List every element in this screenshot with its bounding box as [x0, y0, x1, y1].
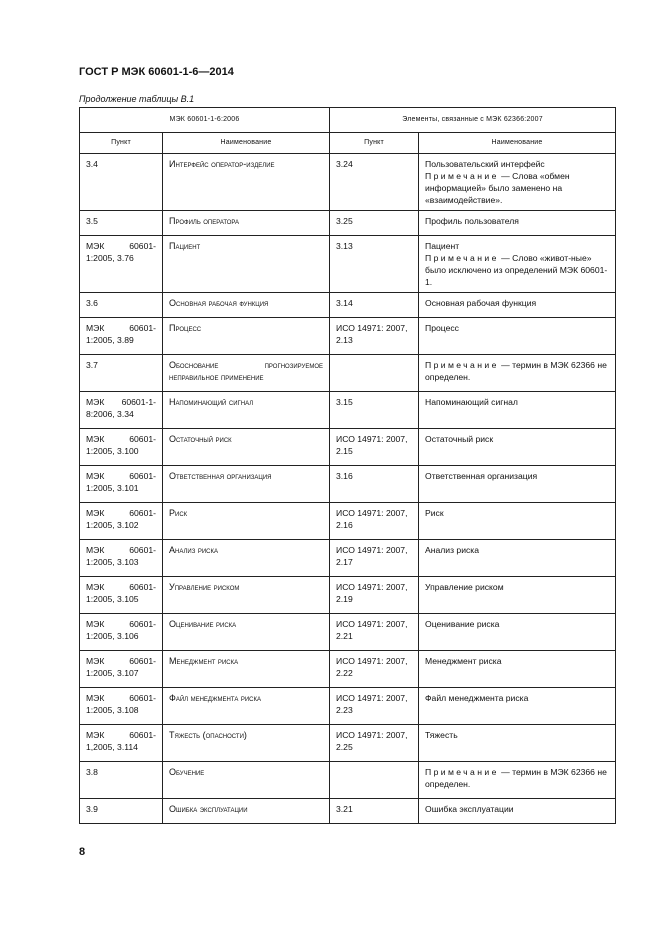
left-name-cell: Ошибка эксплуатации [163, 799, 330, 824]
note-text [425, 252, 609, 288]
group-header-left: МЭК 60601-1-6:2006 [80, 108, 330, 133]
column-header-name: Наименование [419, 133, 616, 154]
terms-table [79, 107, 616, 824]
note-body: — Слова «обмен информацией» было заменено на «взаимодействие». [425, 171, 570, 205]
right-item-cell: 3.24 [330, 154, 419, 211]
table-row [80, 293, 616, 318]
table-caption: Продолжение таблицы В.1 [79, 94, 195, 104]
left-item-cell: 3.7 [80, 355, 163, 392]
right-term-text: Пользовательский интерфейс [425, 159, 545, 169]
right-term-text: Профиль пользователя [425, 216, 519, 226]
right-name-cell [419, 503, 616, 540]
right-term-text: Основная рабочая функция [425, 298, 537, 308]
left-item-cell: МЭК 60601-1:2005, 3.106 [80, 614, 163, 651]
page-number: 8 [79, 846, 86, 858]
table-row [80, 540, 616, 577]
right-term-text: Файл менеджмента риска [425, 693, 529, 703]
table-row [80, 429, 616, 466]
right-item-cell: ИСО 14971: 2007, 2.22 [330, 651, 419, 688]
right-term-text: Оценивание риска [425, 619, 500, 629]
column-header-item: Пункт [80, 133, 163, 154]
right-term-text: Напоминающий сигнал [425, 397, 518, 407]
note-text [425, 359, 609, 383]
column-header-item: Пункт [330, 133, 419, 154]
left-name-cell: Интерфейс оператор-изделие [163, 154, 330, 211]
table-row [80, 577, 616, 614]
left-name-cell: Напоминающий сигнал [163, 392, 330, 429]
left-name-cell: Процесс [163, 318, 330, 355]
left-item-cell: МЭК 60601-1:2005, 3.108 [80, 688, 163, 725]
right-term-text: Управление риском [425, 582, 504, 592]
right-item-cell [330, 762, 419, 799]
left-item-cell: МЭК 60601-1:2005, 3.101 [80, 466, 163, 503]
right-term-text: Ошибка эксплуатации [425, 804, 514, 814]
table-row [80, 318, 616, 355]
left-item-cell: МЭК 60601-1:2005, 3.100 [80, 429, 163, 466]
right-term-text: Тяжесть [425, 730, 458, 740]
left-name-cell: Менеджмент риска [163, 651, 330, 688]
column-header-name: Наименование [163, 133, 330, 154]
right-item-cell [330, 355, 419, 392]
right-name-cell [419, 725, 616, 762]
right-term-text: Остаточный риск [425, 434, 494, 444]
right-name-cell [419, 211, 616, 236]
right-item-cell: ИСО 14971: 2007, 2.13 [330, 318, 419, 355]
left-item-cell: МЭК 60601-1:2005, 3.102 [80, 503, 163, 540]
right-item-cell: ИСО 14971: 2007, 2.19 [330, 577, 419, 614]
table-row [80, 651, 616, 688]
table-row [80, 725, 616, 762]
table-row [80, 236, 616, 293]
left-name-cell: Оценивание риска [163, 614, 330, 651]
left-item-cell: МЭК 60601-1:2005, 3.103 [80, 540, 163, 577]
right-term-text: Пациент [425, 241, 460, 251]
right-item-cell: 3.13 [330, 236, 419, 293]
right-name-cell [419, 577, 616, 614]
right-name-cell [419, 651, 616, 688]
left-item-cell: МЭК 60601-1:2005, 3.105 [80, 577, 163, 614]
note-label: Примечание [425, 171, 499, 181]
note-label: Примечание [425, 253, 499, 263]
table-row [80, 799, 616, 824]
left-name-cell: Обоснование прогнозируемое неправильное применение [163, 355, 330, 392]
right-item-cell: ИСО 14971: 2007, 2.23 [330, 688, 419, 725]
table-row [80, 503, 616, 540]
left-name-cell: Обучение [163, 762, 330, 799]
note-label: Примечание [425, 767, 499, 777]
right-name-cell [419, 540, 616, 577]
note-body: — Слово «живот-ные» было исключено из определений МЭК 60601-1. [425, 253, 608, 287]
right-term-text: Менеджмент риска [425, 656, 502, 666]
note-label: Примечание [425, 360, 499, 370]
note-text [425, 170, 609, 206]
table-row [80, 392, 616, 429]
right-item-cell: 3.15 [330, 392, 419, 429]
table-row [80, 688, 616, 725]
right-item-cell: 3.16 [330, 466, 419, 503]
right-term-text: Анализ риска [425, 545, 480, 555]
right-item-cell: 3.14 [330, 293, 419, 318]
right-name-cell [419, 762, 616, 799]
table-row [80, 614, 616, 651]
group-header-right: Элементы, связанные с МЭК 62366:2007 [330, 108, 616, 133]
left-item-cell: МЭК 60601-1:2005, 3.107 [80, 651, 163, 688]
left-item-cell: МЭК 60601-1:2005, 3.89 [80, 318, 163, 355]
right-name-cell [419, 429, 616, 466]
left-item-cell: 3.4 [80, 154, 163, 211]
right-name-cell [419, 236, 616, 293]
right-name-cell [419, 355, 616, 392]
right-name-cell [419, 293, 616, 318]
right-term-text: Процесс [425, 323, 459, 333]
table-row [80, 211, 616, 236]
right-name-cell [419, 799, 616, 824]
right-item-cell: ИСО 14971: 2007, 2.25 [330, 725, 419, 762]
left-name-cell: Тяжесть (опасности) [163, 725, 330, 762]
table-body [80, 154, 616, 824]
right-name-cell [419, 318, 616, 355]
left-item-cell: 3.8 [80, 762, 163, 799]
right-item-cell: ИСО 14971: 2007, 2.21 [330, 614, 419, 651]
right-item-cell: ИСО 14971: 2007, 2.15 [330, 429, 419, 466]
right-name-cell [419, 392, 616, 429]
right-term-text: Ответственная организация [425, 471, 538, 481]
left-name-cell: Профиль оператора [163, 211, 330, 236]
left-item-cell: 3.6 [80, 293, 163, 318]
right-name-cell [419, 614, 616, 651]
right-name-cell [419, 688, 616, 725]
left-name-cell: Файл менеджмента риска [163, 688, 330, 725]
right-name-cell [419, 154, 616, 211]
left-item-cell: 3.5 [80, 211, 163, 236]
right-name-cell [419, 466, 616, 503]
left-item-cell: МЭК 60601-1-8:2006, 3.34 [80, 392, 163, 429]
left-name-cell: Основная рабочая функция [163, 293, 330, 318]
table-row [80, 762, 616, 799]
note-body: — термин в МЭК 62366 не определен. [425, 767, 607, 789]
document-header: ГОСТ Р МЭК 60601-1-6—2014 [79, 66, 234, 78]
left-name-cell: Остаточный риск [163, 429, 330, 466]
left-name-cell: Пациент [163, 236, 330, 293]
right-item-cell: 3.21 [330, 799, 419, 824]
right-item-cell: ИСО 14971: 2007, 2.17 [330, 540, 419, 577]
right-item-cell: 3.25 [330, 211, 419, 236]
left-name-cell: Управление риском [163, 577, 330, 614]
left-item-cell: МЭК 60601-1,2005, 3.114 [80, 725, 163, 762]
note-text [425, 766, 609, 790]
left-name-cell: Ответственная организация [163, 466, 330, 503]
table-row [80, 154, 616, 211]
left-item-cell: МЭК 60601-1:2005, 3.76 [80, 236, 163, 293]
right-item-cell: ИСО 14971: 2007, 2.16 [330, 503, 419, 540]
left-item-cell: 3.9 [80, 799, 163, 824]
note-body: — термин в МЭК 62366 не определен. [425, 360, 607, 382]
table-row [80, 355, 616, 392]
right-term-text: Риск [425, 508, 444, 518]
table-row [80, 466, 616, 503]
left-name-cell: Анализ риска [163, 540, 330, 577]
left-name-cell: Риск [163, 503, 330, 540]
